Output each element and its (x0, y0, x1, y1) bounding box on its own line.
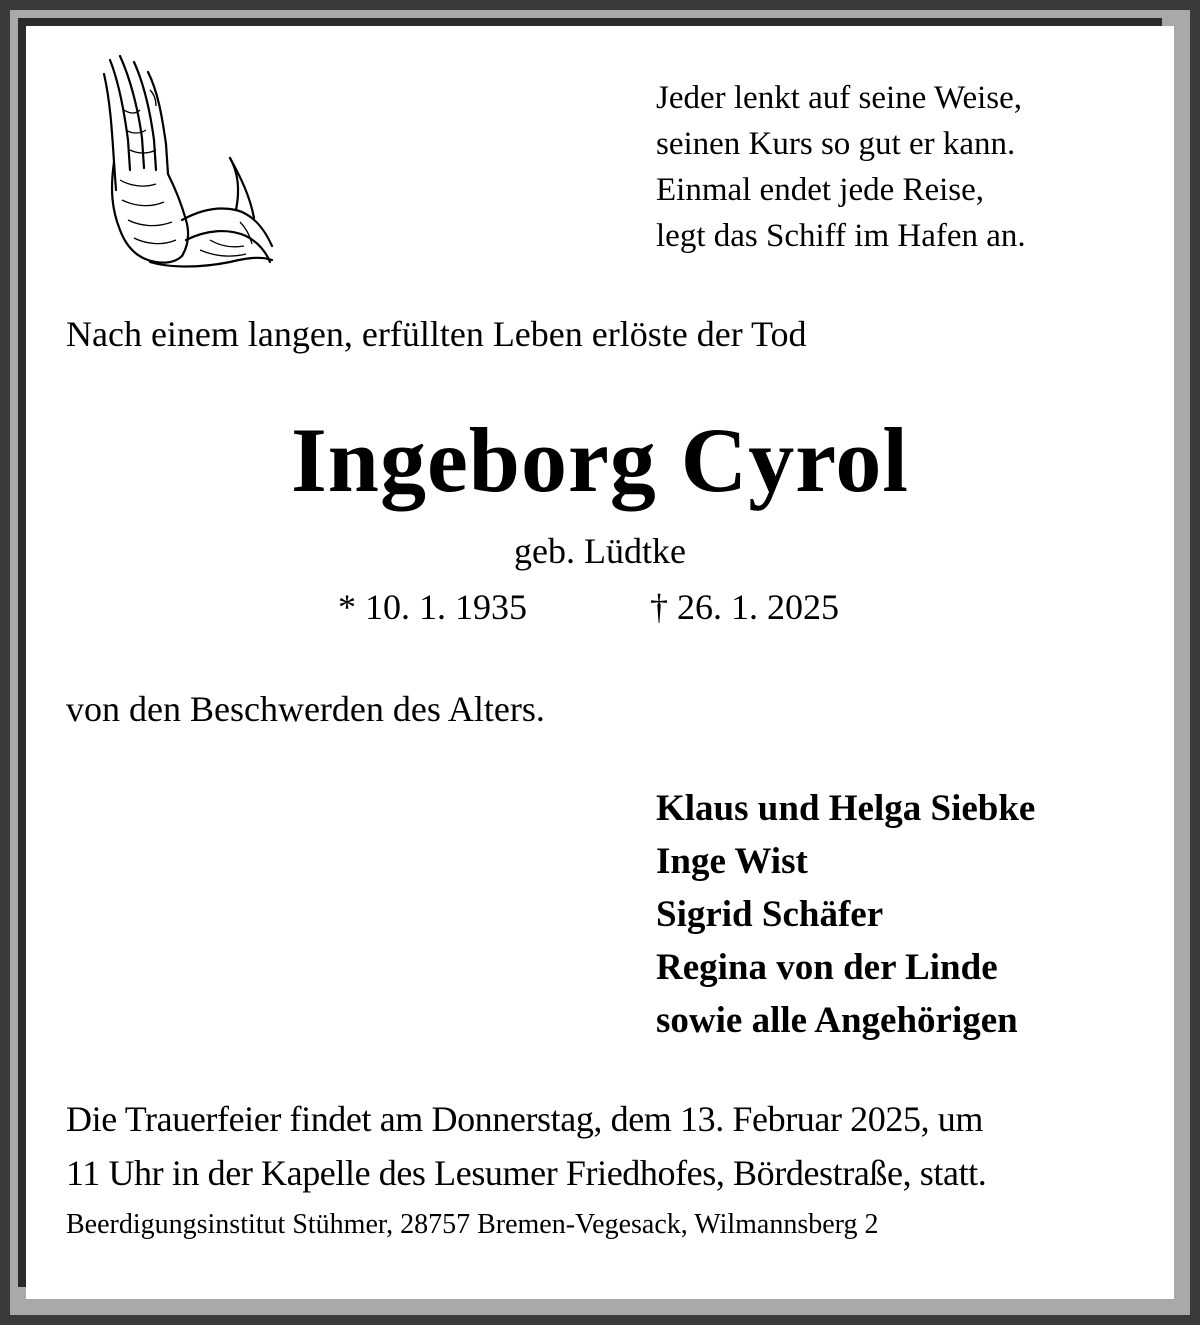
maiden-name: geb. Lüdtke (514, 531, 686, 571)
death-date: † 26. 1. 2025 (650, 587, 839, 627)
verse-line: Einmal endet jede Reise, (656, 172, 985, 208)
service-line: 11 Uhr in der Kapelle des Lesumer Friedhofes, Bördestraße, statt. (66, 1153, 987, 1193)
mourner: Sigrid Schäfer (656, 894, 884, 935)
mourner: Regina von der Linde (656, 947, 998, 988)
service-line: Die Trauerfeier findet am Donnerstag, dem 13. Februar 2025, um (66, 1099, 983, 1139)
mourner: Inge Wist (656, 841, 808, 882)
mourner: Klaus und Helga Siebke (656, 788, 1036, 829)
verse-line: Jeder lenkt auf seine Weise, (656, 80, 1023, 116)
mourner: sowie alle Angehörigen (656, 1000, 1018, 1041)
verse-line: legt das Schiff im Hafen an. (656, 218, 1026, 254)
intro-text: Nach einem langen, erfüllten Leben erlöste der Tod (66, 314, 807, 354)
praying-hands-icon (90, 50, 280, 270)
birth-date: * 10. 1. 1935 (338, 587, 527, 627)
undertaker-info: Beerdigungsinstitut Stühmer, 28757 Bremen-Vegesack, Wilmannsberg 2 (66, 1209, 879, 1240)
cause-text: von den Beschwerden des Alters. (66, 689, 545, 729)
verse-line: seinen Kurs so gut er kann. (656, 126, 1016, 162)
deceased-name: Ingeborg Cyrol (291, 409, 909, 511)
